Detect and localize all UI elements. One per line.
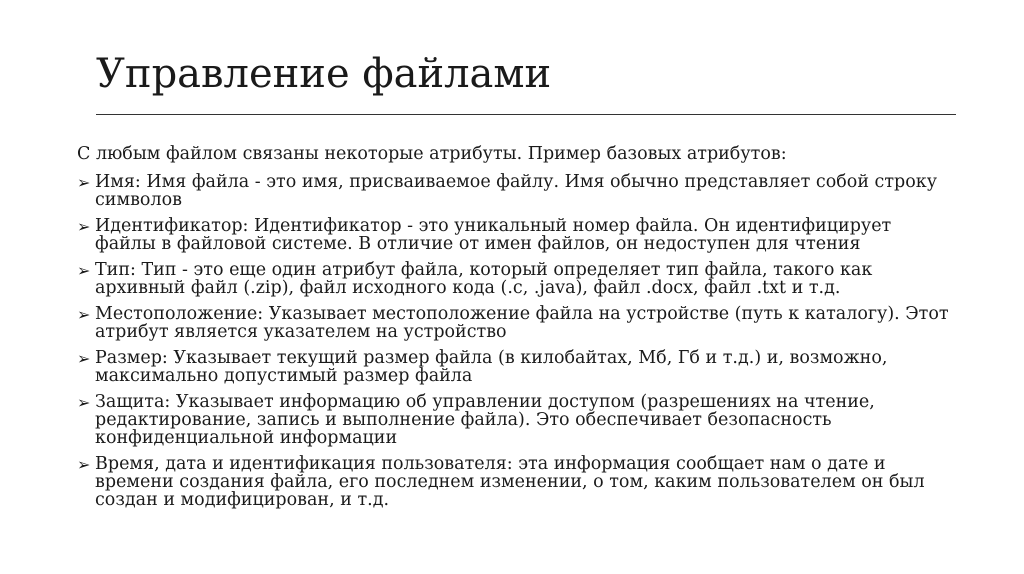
list-item xyxy=(77,393,957,447)
list-item xyxy=(77,173,957,209)
bullet-text-location: Местоположение: Указывает местоположение файла на устройстве (путь к каталогу). Этот атрибут является указателем на устройство xyxy=(95,304,949,342)
slide-content xyxy=(77,144,957,517)
list-item xyxy=(77,455,957,509)
bullet-text-type: Тип: Тип - это еще один атрибут файла, который определяет тип файла, такого как архивный файл (.zip), файл исходного кода (.c, .java), файл .docx, файл .txt и т.д. xyxy=(95,260,873,298)
list-item xyxy=(77,349,957,385)
bullet-text-name: Имя: Имя файла - это имя, присваиваемое файлу. Имя обычно представляет собой строку символов xyxy=(95,172,937,210)
arrow-bullet-icon: ➢ xyxy=(77,305,91,324)
title-divider xyxy=(96,114,956,115)
list-item xyxy=(77,305,957,341)
arrow-bullet-icon: ➢ xyxy=(77,349,91,368)
bullet-text-time-date-user: Время, дата и идентификация пользователя: эта информация сообщает нам о дате и времени создания файла, его последнем изменении, о том, каким пользователем он был создан и модифицирован, и т.д. xyxy=(95,454,925,510)
arrow-bullet-icon: ➢ xyxy=(77,261,91,280)
bullet-text-protection: Защита: Указывает информацию об управлении доступом (разрешениях на чтение, редактирование, запись и выполнение файла). Это обеспечивает безопасность конфиденциальной информации xyxy=(95,392,875,448)
arrow-bullet-icon: ➢ xyxy=(77,455,91,474)
bullet-text-size: Размер: Указывает текущий размер файла (в килобайтах, Мб, Гб и т.д.) и, возможно, максимально допустимый размер файла xyxy=(95,348,888,386)
list-item xyxy=(77,217,957,253)
slide-title: Управление файлами xyxy=(96,51,552,97)
arrow-bullet-icon: ➢ xyxy=(77,217,91,236)
list-item xyxy=(77,261,957,297)
attribute-list xyxy=(77,173,957,509)
intro-text: С любым файлом связаны некоторые атрибуты. Пример базовых атрибутов: xyxy=(77,144,787,164)
arrow-bullet-icon: ➢ xyxy=(77,173,91,192)
arrow-bullet-icon: ➢ xyxy=(77,393,91,412)
bullet-text-identifier: Идентификатор: Идентификатор - это уникальный номер файла. Он идентифицирует файлы в файловой системе. В отличие от имен файлов, он недоступен для чтения xyxy=(95,216,892,254)
